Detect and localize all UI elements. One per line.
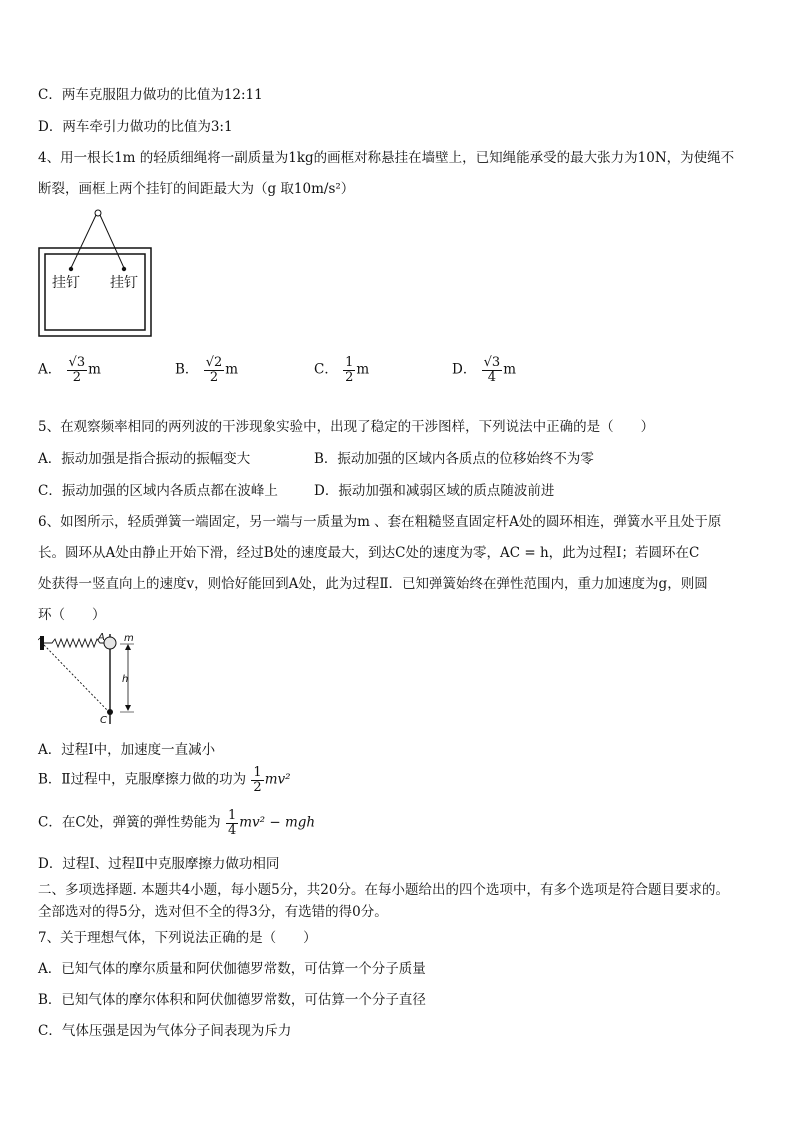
q6-option-c-fraction (226, 809, 238, 837)
q4-option-c-fraction (343, 356, 355, 384)
q4-option-a-fraction (67, 356, 88, 384)
q4-option-a-den: 2 (72, 369, 81, 385)
label-h: h (122, 674, 129, 685)
q6-option-b-den: 2 (253, 779, 262, 795)
q4-option-d-label: D． (452, 361, 477, 378)
q6-option-b-text: B．Ⅱ过程中，克服摩擦力做的功为 (38, 771, 247, 788)
label-a: A (98, 632, 105, 643)
q6-option-b-fraction (251, 766, 263, 794)
q7-option-a: A．已知气体的摩尔质量和阿伏伽德罗常数，可估算一个分子质量 (38, 961, 426, 977)
q6-option-c-num: 1 (227, 808, 237, 823)
wall-mount (40, 636, 44, 650)
height-arrow-head-bottom (125, 705, 131, 711)
spring-ring-diagram (38, 628, 158, 728)
q5-option-c: C．振动加强的区域内各质点都在波峰上 (38, 483, 278, 499)
q4-option-b-fraction (204, 356, 225, 384)
q7-option-b: B．已知气体的摩尔体积和阿伏伽德罗常数，可估算一个分子直径 (38, 992, 426, 1008)
q6-stem-line4: 环（ ） (38, 607, 106, 623)
q6-option-b (38, 766, 291, 794)
q6-stem-line2: 长。圆环从A处由静止开始下滑，经过B处的速度最大，到达C处的速度为零，AC = h，此为过程Ⅰ；若圆环在C (38, 545, 700, 561)
q6-stem-line1: 6、如图所示，轻质弹簧一端固定，另一端与一质量为m 、套在粗糙竖直固定杆A处的圆环相连，弹簧水平且处于原 (38, 514, 722, 530)
spring-dashed-to-c (44, 645, 108, 711)
q6-option-c (38, 809, 315, 837)
nail-right (122, 267, 126, 271)
q7-option-c: C．气体压强是因为气体分子间表现为斥力 (38, 1023, 292, 1039)
wall-hatch-1 (38, 638, 40, 640)
q4-option-d-num: √3 (483, 355, 501, 370)
q5-option-a: A．振动加强是指合振动的振幅变大 (38, 451, 251, 467)
q5-option-d: D．振动加强和减弱区域的质点随波前进 (314, 483, 555, 499)
q4-option-a-unit: m (88, 361, 101, 378)
q3-option-d: D．两车牵引力做功的比值为3:1 (38, 119, 233, 135)
q4-option-b-label: B． (175, 361, 199, 378)
q4-option-c-unit: m (356, 361, 370, 378)
nail-left (69, 267, 73, 271)
q4-option-d-den: 4 (487, 369, 497, 385)
rope-left (71, 215, 96, 268)
q4-option-d (452, 356, 516, 384)
label-m: m (124, 633, 134, 644)
rope-right (100, 215, 124, 268)
q4-option-b (175, 356, 238, 384)
q5-option-b: B．振动加强的区域内各质点的位移始终不为零 (314, 451, 594, 467)
label-c: C (100, 715, 107, 726)
q4-option-b-den: 2 (209, 369, 219, 385)
height-arrow-head-top (125, 644, 131, 650)
q6-stem-line3: 处获得一竖直向上的速度v，则恰好能回到A处，此为过程Ⅱ．已知弹簧始终在弹性范围内，重力加速度为g，则圆 (38, 576, 708, 592)
q6-option-c-text: C．在C处，弹簧的弹性势能为 (38, 814, 221, 831)
ring-at-c (107, 709, 113, 715)
frame-outer (39, 248, 151, 336)
q6-option-b-expr: mv² (264, 771, 291, 788)
q4-option-a-label: A． (38, 361, 62, 378)
q4-stem-line2: 断裂，画框上两个挂钉的间距最大为（g 取10m/s²） (38, 181, 355, 197)
q5-stem: 5、在观察频率相同的两列波的干涉现象实验中，出现了稳定的干涉图样，下列说法中正确的是（ ） (38, 419, 655, 435)
q6-option-b-num: 1 (253, 765, 262, 780)
q4-option-c-label: C． (314, 361, 338, 378)
spring-coil (44, 639, 104, 647)
q6-option-c-expr: mv² − mgh (239, 814, 316, 831)
q4-option-b-num: √2 (205, 355, 223, 370)
q6-option-c-den: 4 (227, 822, 237, 838)
section2-instructions-line1: 二、多项选择题. 本题共4小题，每小题5分，共20分。在每小题给出的四个选项中，有多个选项是符合题目要求的。 (38, 882, 729, 898)
section2-instructions-line2: 全部选对的得5分，选对但不全的得3分，有选错的得0分。 (38, 904, 388, 920)
q4-option-a-num: √3 (68, 355, 86, 370)
q4-option-a (38, 356, 101, 384)
q6-option-a: A．过程Ⅰ中，加速度一直减小 (38, 742, 216, 758)
q4-option-b-unit: m (225, 361, 239, 378)
q4-stem-line1: 4、用一根长1m 的轻质细绳将一副质量为1kg的画框对称悬挂在墙壁上，已知绳能承受的最大张力为10N，为使绳不 (38, 150, 735, 166)
q4-option-c-den: 2 (345, 369, 354, 385)
picture-frame-diagram (38, 206, 158, 338)
ring-at-a (104, 637, 116, 649)
nail-right-label: 挂钉 (110, 275, 138, 291)
q3-option-c: C．两车克服阻力做功的比值为12:11 (38, 87, 263, 103)
nail-left-label: 挂钉 (52, 275, 80, 291)
q4-option-d-unit: m (503, 361, 516, 378)
q4-option-d-fraction (482, 356, 503, 384)
frame-inner (45, 254, 145, 330)
q4-option-c (314, 356, 369, 384)
q4-option-c-num: 1 (345, 355, 354, 370)
q6-option-d: D．过程Ⅰ、过程Ⅱ中克服摩擦力做功相同 (38, 856, 280, 872)
q7-stem: 7、关于理想气体，下列说法正确的是（ ） (38, 930, 317, 946)
